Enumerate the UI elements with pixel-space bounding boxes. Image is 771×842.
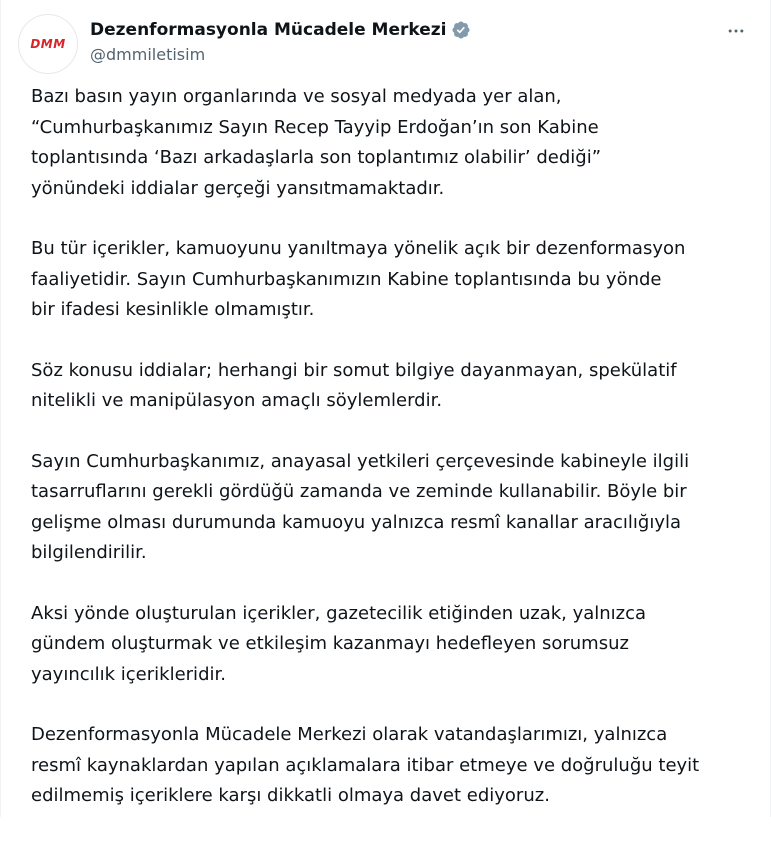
tweet-paragraph: Dezenformasyonla Mücadele Merkezi olarak vatandaşlarımızı, yalnızca resmî kaynaklardan yapılan açıklamalara itibar etmeye ve doğruluğu teyit edilmemiş içeriklere karşı dikkatli olmaya davet ediyoruz. bbox=[31, 724, 700, 806]
tweet-paragraph: Sayın Cumhurbaşkanımız, anayasal yetkileri çerçevesinde kabineyle ilgili tasarruflarını gerekli gördüğü zamanda ve zeminde kullanabilir. Böyle bir gelişme olması durumunda kamuoyu yalnızca resmî kanallar aracılığıyla bilgilendirilir. bbox=[31, 450, 690, 563]
name-row bbox=[90, 18, 471, 42]
author-display-name[interactable]: Dezenformasyonla Mücadele Merkezi bbox=[90, 20, 447, 40]
dmm-logo: DMM bbox=[30, 37, 66, 51]
avatar[interactable] bbox=[18, 14, 78, 74]
tweet-header bbox=[18, 12, 753, 72]
tweet-paragraph: Aksi yönde oluşturulan içerikler, gazetecilik etiğinden uzak, yalnızca gündem oluşturmak ve etkileşim kazanmayı hedefleyen sorumsuz yayıncılık içerikleridir. bbox=[31, 602, 647, 685]
verified-badge-icon[interactable] bbox=[451, 20, 471, 40]
author-info bbox=[90, 18, 471, 64]
tweet-text bbox=[31, 82, 743, 842]
tweet-paragraph: Bu tür içerikler, kamuoyunu yanıltmaya yönelik açık bir dezenformasyon faaliyetidir. Sayın Cumhurbaşkanımızın Kabine toplantısında bu yönde bir ifadesi kesinlikle olmamıştır. bbox=[31, 238, 686, 320]
more-options-button[interactable] bbox=[719, 14, 753, 48]
author-handle[interactable]: @dmmiletisim bbox=[90, 45, 206, 64]
more-horizontal-icon bbox=[726, 21, 746, 41]
tweet-paragraph: Söz konusu iddialar; herhangi bir somut bilgiye dayanmayan, spekülatif nitelikli ve manipülasyon amaçlı söylemlerdir. bbox=[31, 359, 677, 411]
tweet-paragraph: Bazı basın yayın organlarında ve sosyal medyada yer alan, “Cumhurbaşkanımız Sayın Recep Tayyip Erdoğan’ın son Kabine toplantısında ‘Bazı arkadaşlarla son toplantımız olabilir’ dediği” yönündeki iddialar gerçeği yansıtmamaktadır. bbox=[31, 86, 602, 199]
